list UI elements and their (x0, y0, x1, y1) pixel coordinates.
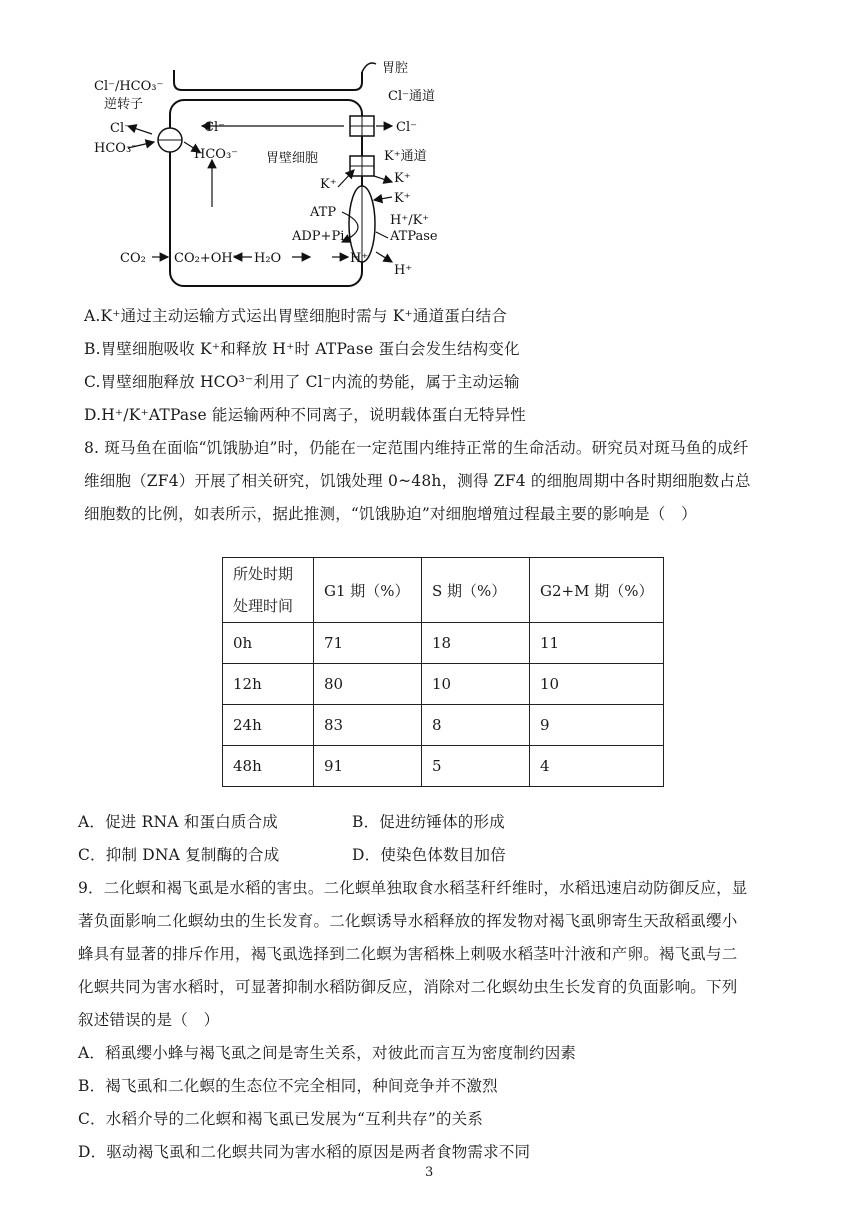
table-cell: 18 (422, 623, 530, 664)
q9-option-a: A．稻虱缨小蜂与褐飞虱之间是寄生关系，对彼此而言互为密度制约因素 (78, 1044, 577, 1062)
cl-right-label: Cl⁻ (396, 120, 417, 135)
table-cell: 5 (422, 746, 530, 787)
table-cell: 11 (530, 623, 664, 664)
table-cell: 8 (422, 705, 530, 746)
h2o-label: H₂O (254, 251, 282, 266)
lumen-wall (174, 70, 362, 90)
stomach-lumen-label: 胃腔 (382, 61, 409, 76)
q8-option-d: D．使染色体数目加倍 (352, 846, 506, 864)
atpase-label-2: ATPase (390, 229, 438, 244)
q7-option-d: D.H⁺/K⁺ATPase 能运输两种不同离子，说明载体蛋白无特异性 (84, 406, 526, 424)
table-header-g2m: G2+M 期（%） (530, 558, 664, 623)
table-cell: 9 (530, 705, 664, 746)
q8-stem-line-2: 维细胞（ZF4）开展了相关研究，饥饿处理 0~48h，测得 ZF4 的细胞周期中各时期细胞数占总 (84, 472, 751, 490)
q9-stem-line-1: 9．二化螟和褐飞虱是水稻的害虫。二化螟单独取食水稻茎秆纤维时，水稻迅速启动防御反应，显 (78, 879, 748, 897)
q8-option-c: C．抑制 DNA 复制酶的合成 (78, 846, 280, 864)
table-cell: 10 (422, 664, 530, 705)
k-channel-label: K⁺通道 (384, 149, 427, 164)
cell-cycle-table (222, 557, 664, 787)
k-out-1-label: K⁺ (394, 171, 411, 186)
cl-in-left-label: Cl⁻ (204, 120, 225, 135)
table-row (223, 664, 664, 705)
table-header-row (223, 558, 664, 623)
q9-stem-line-2: 著负面影响二化螟幼虫的生长发育。二化螟诱导水稻释放的挥发物对褐飞虱卵寄生天敌稻虱缨小 (78, 912, 738, 930)
antiporter-label-2: 逆转子 (104, 97, 144, 112)
cl-channel-label: Cl⁻通道 (388, 89, 435, 104)
table-cell: 48h (223, 746, 314, 787)
q9-stem-line-5: 叙述错误的是（ ） (78, 1011, 220, 1029)
atpase-label-1: H⁺/K⁺ (390, 213, 430, 228)
h-out-label: H⁺ (394, 263, 413, 278)
table-header-s: S 期（%） (422, 558, 530, 623)
adp-label: ADP+Pi (292, 229, 345, 244)
q7-option-a: A.K⁺通过主动运输方式运出胃壁细胞时需与 K⁺通道蛋白结合 (84, 307, 508, 325)
table-cell: 0h (223, 623, 314, 664)
cl-out-left-label: Cl⁻ (110, 121, 131, 136)
corner-top-label: 所处时期 (233, 565, 294, 583)
table-cell: 12h (223, 664, 314, 705)
table-cell: 91 (314, 746, 422, 787)
table-row (223, 746, 664, 787)
table-row (223, 705, 664, 746)
co2-oh-label: CO₂+OH⁻ (174, 251, 240, 266)
hco3-in-left-label: HCO₃⁻ (194, 147, 239, 162)
q9-stem-line-3: 蜂具有显著的排斥作用，褐飞虱选择到二化螟为害稻株上刺吸水稻茎叶汁液和产卵。褐飞虱与二 (78, 945, 738, 963)
table-cell: 24h (223, 705, 314, 746)
gastric-cell-diagram (92, 52, 482, 297)
q8-stem-line-3: 细胞数的比例，如表所示，据此推测，“饥饿胁迫”对细胞增殖过程最主要的影响是（ ） (84, 505, 697, 523)
co2-label: CO₂ (120, 251, 146, 266)
q9-option-c: C．水稻介导的二化螟和褐飞虱已发展为“互利共存”的关系 (78, 1110, 484, 1128)
q9-option-b: B．褐飞虱和二化螟的生态位不完全相同，种间竞争并不激烈 (78, 1077, 498, 1095)
page-number: 3 (425, 1165, 434, 1180)
q7-option-b: B.胃壁细胞吸收 K⁺和释放 H⁺时 ATPase 蛋白会发生结构变化 (84, 340, 520, 358)
q8-option-b: B．促进纺锤体的形成 (352, 813, 505, 831)
table-cell: 80 (314, 664, 422, 705)
q9-option-d: D．驱动褐飞虱和二化螟共同为害水稻的原因是两者食物需求不同 (78, 1143, 531, 1161)
table-header-g1: G1 期（%） (314, 558, 422, 623)
table-cell: 71 (314, 623, 422, 664)
q7-option-c: C.胃壁细胞释放 HCO³⁻利用了 Cl⁻内流的势能，属于主动运输 (84, 373, 520, 391)
table-cell: 10 (530, 664, 664, 705)
hco3-out-left-label: HCO₃⁻ (94, 141, 139, 156)
cell-label: 胃壁细胞 (266, 151, 319, 166)
table-row (223, 623, 664, 664)
corner-bottom-label: 处理时间 (233, 597, 294, 615)
k-out-2-label: K⁺ (394, 191, 411, 206)
antiporter-label-1: Cl⁻/HCO₃⁻ (94, 79, 164, 94)
q8-stem-line-1: 8. 斑马鱼在面临“饥饿胁迫”时，仍能在一定范围内维持正常的生命活动。研究员对斑马鱼的成纤 (84, 439, 749, 457)
atp-label: ATP (310, 205, 337, 220)
table-cell: 83 (314, 705, 422, 746)
q9-stem-line-4: 化螟共同为害水稻时，可显著抑制水稻防御反应，消除对二化螟幼虫生长发育的负面影响。下列 (78, 978, 738, 996)
h-inside-label: H⁺ (350, 251, 369, 266)
k-inside-label: K⁺ (320, 177, 337, 192)
q8-option-a: A．促进 RNA 和蛋白质合成 (78, 813, 278, 831)
table-corner-cell (223, 558, 314, 623)
table-cell: 4 (530, 746, 664, 787)
